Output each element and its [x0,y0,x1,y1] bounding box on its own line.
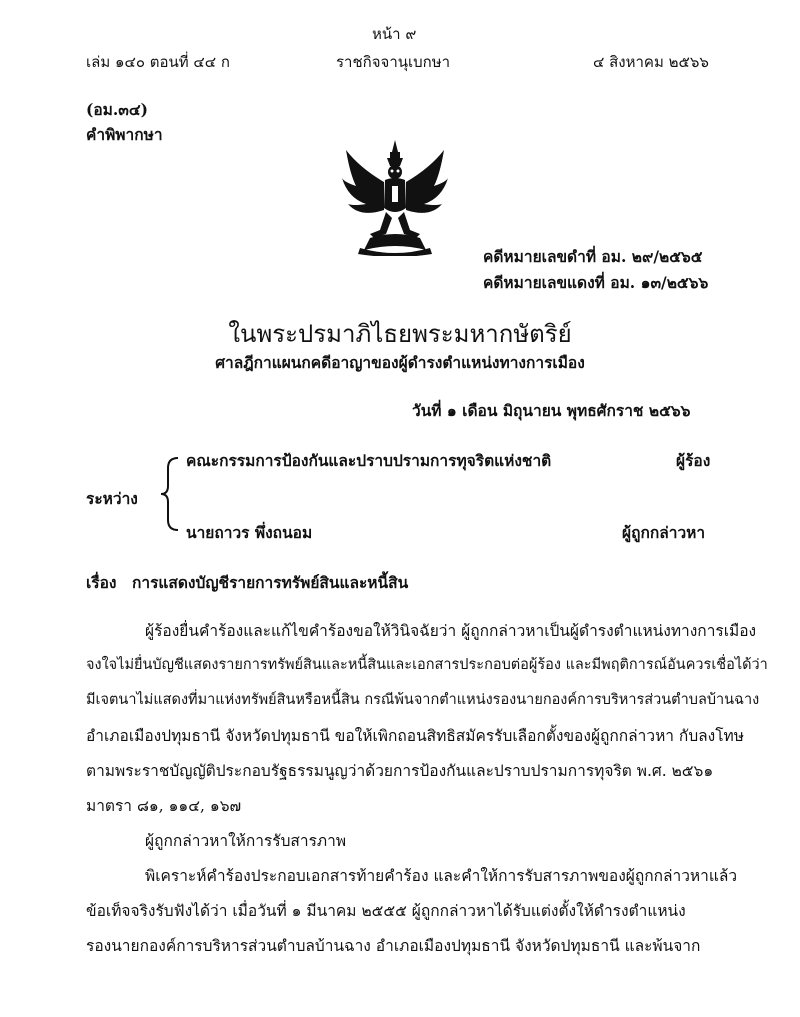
body-line: มาตรา ๘๑, ๑๑๔, ๑๖๗ [86,797,242,815]
between-label: ระหว่าง [86,489,138,508]
body-line: ตามพระราชบัญญัติประกอบรัฐธรรมนูญว่าด้วยการป้องกันและปราบปรามการทุจริต พ.ศ. ๒๕๖๑ [86,762,714,780]
subject-label: เรื่อง [86,573,117,592]
body-line: อำเภอเมืองปทุมธานี จังหวัดปทุมธานี ขอให้เพิกถอนสิทธิสมัครรับเลือกตั้งของผู้ถูกกล่าวหา กับลงโทษ [86,727,744,745]
judgment-date: วันที่ ๑ เดือน มิถุนายน พุทธศักราช ๒๕๖๖ [412,401,691,420]
black-case-number: คดีหมายเลขดำที่ อม. ๒๙/๒๕๖๕ [483,247,703,266]
body-line: จงใจไม่ยื่นบัญชีแสดงรายการทรัพย์สินและหนี้สินและเอกสารประกอบต่อผู้ร้อง และมีพฤติการณ์อันควรเชื่อได้ว่า [86,657,768,673]
gazette-name: ราชกิจจานุเบกษา [336,53,451,71]
royal-title: ในพระปรมาภิไธยพระมหากษัตริย์ [228,320,572,348]
party-brace [158,456,182,532]
body-line: ข้อเท็จจริงรับฟังได้ว่า เมื่อวันที่ ๑ มีนาคม ๒๕๕๕ ผู้ถูกกล่าวหาได้รับแต่งตั้งให้ดำรงตำแหน่ง [86,902,686,920]
body-line: พิเคราะห์คำร้องประกอบเอกสารท้ายคำร้อง และคำให้การรับสารภาพของผู้ถูกกล่าวหาแล้ว [145,867,738,885]
gazette-date: ๔ สิงหาคม ๒๕๖๖ [593,53,709,71]
plaintiff-name: คณะกรรมการป้องกันและปราบปรามการทุจริตแห่งชาติ [186,451,552,470]
gazette-volume: เล่ม ๑๔๐ ตอนที่ ๔๔ ก [86,53,230,71]
plaintiff-role: ผู้ร้อง [676,451,711,470]
body-line: รองนายกองค์การบริหารส่วนตำบลบ้านฉาง อำเภอเมืองปทุมธานี จังหวัดปทุมธานี และพ้นจาก [86,937,701,955]
court-name: ศาลฎีกาแผนกคดีอาญาของผู้ดำรงตำแหน่งทางการเมือง [215,353,585,372]
defendant-name: นายถาวร พึ่งถนอม [186,523,313,542]
red-case-number: คดีหมายเลขแดงที่ อม. ๑๓/๒๕๖๖ [483,273,709,292]
form-code: (อม.๓๔) [86,100,148,119]
defendant-role: ผู้ถูกกล่าวหา [622,523,706,542]
document-type: คำพิพากษา [86,125,163,144]
body-line: ผู้ร้องยื่นคำร้องและแก้ไขคำร้องขอให้วินิจฉัยว่า ผู้ถูกกล่าวหาเป็นผู้ดำรงตำแหน่งทางการเมือง [145,622,757,640]
garuda-emblem-icon [340,138,450,256]
body-line: ผู้ถูกกล่าวหาให้การรับสารภาพ [145,832,347,850]
subject-text: การแสดงบัญชีรายการทรัพย์สินและหนี้สิน [132,573,409,592]
body-line: มีเจตนาไม่แสดงที่มาแห่งทรัพย์สินหรือหนี้สิน กรณีพ้นจากตำแหน่งรองนายกองค์การบริหารส่วนตำบลบ้านฉาง [86,692,760,708]
page-number: หน้า ๙ [372,25,417,43]
